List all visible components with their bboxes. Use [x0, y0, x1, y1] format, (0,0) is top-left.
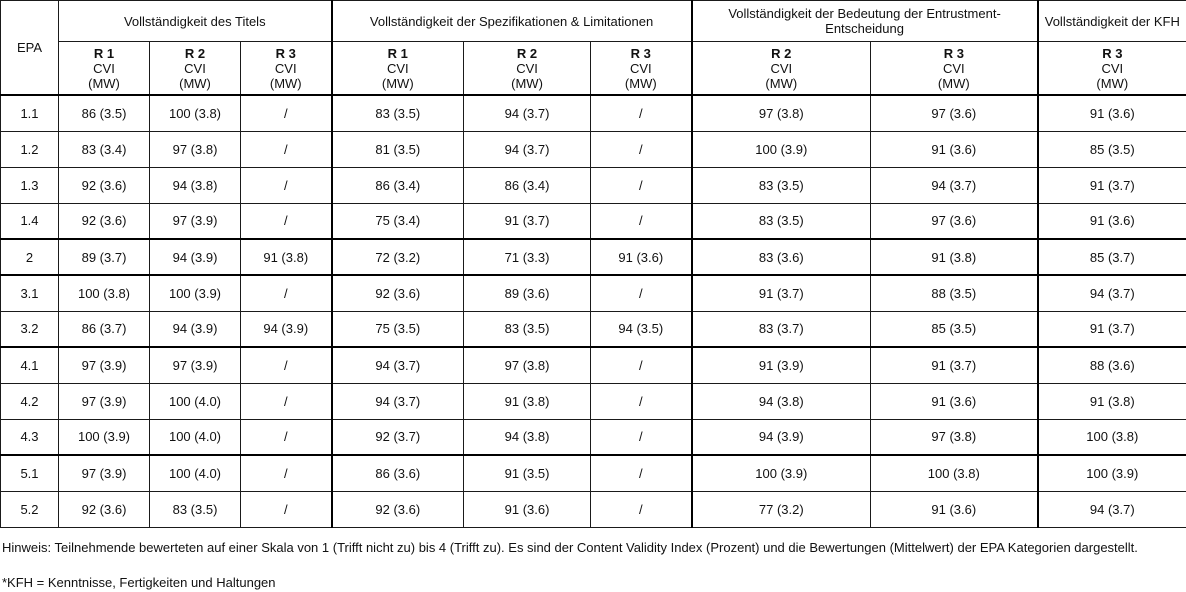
- subheader-cvi: CVI: [184, 60, 206, 76]
- value-cell: 86 (3.4): [464, 167, 591, 203]
- value-cell: 97 (3.6): [871, 203, 1038, 239]
- value-cell: 92 (3.6): [59, 491, 150, 527]
- value-cell: 92 (3.6): [59, 203, 150, 239]
- epa-cell: 4.1: [1, 347, 59, 383]
- value-cell: 85 (3.5): [1038, 131, 1186, 167]
- table-row: [1, 167, 1186, 203]
- value-cell: 97 (3.9): [150, 347, 241, 383]
- value-cell: /: [591, 347, 692, 383]
- subheader-cell: [871, 42, 1038, 96]
- value-cell: 97 (3.9): [59, 455, 150, 491]
- value-cell: 86 (3.4): [332, 167, 464, 203]
- value-cell: 94 (3.8): [692, 383, 871, 419]
- value-cell: 88 (3.6): [1038, 347, 1186, 383]
- value-cell: 91 (3.7): [1038, 311, 1186, 347]
- value-cell: /: [591, 95, 692, 131]
- subheader-cell: [692, 42, 871, 96]
- value-cell: 88 (3.5): [871, 275, 1038, 311]
- value-cell: 91 (3.6): [1038, 95, 1186, 131]
- value-cell: 100 (4.0): [150, 455, 241, 491]
- group-header-spezifikationen: Vollständigkeit der Spezifikationen & Limitationen: [332, 1, 692, 42]
- value-cell: 100 (3.8): [871, 455, 1038, 491]
- value-cell: 94 (3.7): [1038, 491, 1186, 527]
- group-header-titel: Vollständigkeit des Titels: [59, 1, 332, 42]
- value-cell: 83 (3.4): [59, 131, 150, 167]
- value-cell: 97 (3.9): [150, 203, 241, 239]
- value-cell: 94 (3.7): [464, 95, 591, 131]
- value-cell: 100 (3.8): [1038, 419, 1186, 455]
- value-cell: /: [241, 167, 332, 203]
- table-row: [1, 275, 1186, 311]
- value-cell: 75 (3.5): [332, 311, 464, 347]
- value-cell: 94 (3.7): [332, 383, 464, 419]
- table-row: [1, 347, 1186, 383]
- epa-cell: 4.2: [1, 383, 59, 419]
- value-cell: 83 (3.5): [692, 167, 871, 203]
- value-cell: 91 (3.7): [871, 347, 1038, 383]
- value-cell: 91 (3.6): [591, 239, 692, 275]
- value-cell: 100 (4.0): [150, 383, 241, 419]
- note-hinweis: Hinweis: Teilnehmende bewerteten auf einer Skala von 1 (Trifft nicht zu) bis 4 (Trifft zu). Es sind der Content Validity Index (Prozent) und die Bewertungen (Mittelwert) der EPA Kategorien dargestellt.: [2, 540, 1138, 555]
- value-cell: /: [591, 455, 692, 491]
- epa-header: EPA: [1, 1, 59, 96]
- value-cell: /: [241, 419, 332, 455]
- value-cell: 92 (3.6): [59, 167, 150, 203]
- subheader-cvi: CVI: [386, 60, 409, 76]
- value-cell: 97 (3.6): [871, 95, 1038, 131]
- value-cell: 83 (3.6): [692, 239, 871, 275]
- table-row: [1, 311, 1186, 347]
- value-cell: 81 (3.5): [332, 131, 464, 167]
- value-cell: 83 (3.5): [464, 311, 591, 347]
- epa-cell: 5.1: [1, 455, 59, 491]
- value-cell: 77 (3.2): [692, 491, 871, 527]
- epa-cell: 4.3: [1, 419, 59, 455]
- value-cell: 100 (3.8): [59, 275, 150, 311]
- value-cell: 89 (3.7): [59, 239, 150, 275]
- table-row: [1, 383, 1186, 419]
- value-cell: 100 (3.9): [692, 131, 871, 167]
- subheader-cell: [591, 42, 692, 96]
- value-cell: 86 (3.5): [59, 95, 150, 131]
- value-cell: 72 (3.2): [332, 239, 464, 275]
- value-cell: 94 (3.9): [150, 311, 241, 347]
- value-cell: 91 (3.5): [464, 455, 591, 491]
- value-cell: 91 (3.6): [464, 491, 591, 527]
- subheader-mw: (MW): [269, 75, 302, 91]
- value-cell: 86 (3.6): [332, 455, 464, 491]
- subheader-cvi: CVI: [274, 60, 297, 76]
- subheader-cvi: CVI: [93, 60, 115, 76]
- value-cell: 97 (3.8): [692, 95, 871, 131]
- value-cell: 100 (4.0): [150, 419, 241, 455]
- epa-cell: 3.1: [1, 275, 59, 311]
- value-cell: 75 (3.4): [332, 203, 464, 239]
- value-cell: 91 (3.9): [692, 347, 871, 383]
- value-cell: 91 (3.6): [1038, 203, 1186, 239]
- epa-cell: 1.3: [1, 167, 59, 203]
- value-cell: 83 (3.7): [692, 311, 871, 347]
- value-cell: 89 (3.6): [464, 275, 591, 311]
- subheader-cell: [241, 42, 332, 96]
- value-cell: 91 (3.8): [241, 239, 332, 275]
- subheader-mw: (MW): [1096, 75, 1129, 91]
- subheader-cell: [1038, 42, 1186, 96]
- value-cell: /: [591, 203, 692, 239]
- value-cell: 91 (3.6): [871, 131, 1038, 167]
- value-cell: 100 (3.8): [150, 95, 241, 131]
- subheader-r: R 3: [1102, 45, 1123, 61]
- table-row: [1, 131, 1186, 167]
- value-cell: 94 (3.8): [464, 419, 591, 455]
- value-cell: /: [241, 203, 332, 239]
- value-cell: /: [241, 491, 332, 527]
- value-cell: 94 (3.7): [464, 131, 591, 167]
- value-cell: /: [241, 347, 332, 383]
- value-cell: /: [591, 167, 692, 203]
- value-cell: 94 (3.5): [591, 311, 692, 347]
- value-cell: /: [241, 275, 332, 311]
- table-row: [1, 203, 1186, 239]
- value-cell: /: [241, 383, 332, 419]
- value-cell: 91 (3.8): [1038, 383, 1186, 419]
- value-cell: /: [591, 275, 692, 311]
- subheader-cvi: CVI: [942, 60, 965, 76]
- epa-cell: 5.2: [1, 491, 59, 527]
- subheader-r: R 1: [93, 45, 115, 61]
- subheader-cell: [59, 42, 150, 96]
- value-cell: 85 (3.5): [871, 311, 1038, 347]
- epa-cell: 2: [1, 239, 59, 275]
- value-cell: 94 (3.7): [1038, 275, 1186, 311]
- value-cell: 91 (3.7): [464, 203, 591, 239]
- subheader-mw: (MW): [937, 75, 970, 91]
- note-kfh: *KFH = Kenntnisse, Fertigkeiten und Haltungen: [2, 575, 276, 590]
- subheader-r: R 3: [275, 45, 296, 61]
- group-header-kfh: Vollständigkeit der KFH: [1038, 1, 1186, 42]
- value-cell: 91 (3.7): [1038, 167, 1186, 203]
- subheader-r: R 2: [516, 45, 538, 61]
- value-cell: /: [241, 455, 332, 491]
- value-cell: 85 (3.7): [1038, 239, 1186, 275]
- value-cell: 94 (3.9): [241, 311, 332, 347]
- subheader-cell: [464, 42, 591, 96]
- subheader-mw: (MW): [624, 75, 657, 91]
- value-cell: 94 (3.7): [871, 167, 1038, 203]
- subheader-r: R 2: [771, 45, 792, 61]
- value-cell: 83 (3.5): [150, 491, 241, 527]
- value-cell: /: [591, 383, 692, 419]
- table-row: [1, 419, 1186, 455]
- epa-cell: 1.1: [1, 95, 59, 131]
- value-cell: 100 (3.9): [150, 275, 241, 311]
- table-row: [1, 491, 1186, 527]
- subheader-cell: [332, 42, 464, 96]
- epa-cell: 3.2: [1, 311, 59, 347]
- value-cell: 94 (3.9): [692, 419, 871, 455]
- value-cell: 71 (3.3): [464, 239, 591, 275]
- value-cell: 97 (3.9): [59, 383, 150, 419]
- value-cell: 92 (3.6): [332, 491, 464, 527]
- value-cell: /: [241, 95, 332, 131]
- value-cell: 97 (3.8): [464, 347, 591, 383]
- value-cell: 97 (3.8): [871, 419, 1038, 455]
- value-cell: 100 (3.9): [1038, 455, 1186, 491]
- subheader-cell: [150, 42, 241, 96]
- value-cell: 91 (3.8): [464, 383, 591, 419]
- value-cell: 83 (3.5): [332, 95, 464, 131]
- value-cell: 91 (3.8): [871, 239, 1038, 275]
- value-cell: /: [591, 131, 692, 167]
- value-cell: /: [591, 491, 692, 527]
- value-cell: 94 (3.8): [150, 167, 241, 203]
- subheader-mw: (MW): [765, 75, 798, 91]
- subheader-r: R 3: [943, 45, 964, 61]
- value-cell: 91 (3.6): [871, 383, 1038, 419]
- value-cell: 94 (3.7): [332, 347, 464, 383]
- value-cell: 86 (3.7): [59, 311, 150, 347]
- value-cell: 100 (3.9): [59, 419, 150, 455]
- subheader-mw: (MW): [511, 75, 543, 91]
- value-cell: 97 (3.9): [59, 347, 150, 383]
- value-cell: /: [241, 131, 332, 167]
- table-row: [1, 455, 1186, 491]
- subheader-r: R 1: [387, 45, 408, 61]
- table-row: [1, 239, 1186, 275]
- value-cell: 100 (3.9): [692, 455, 871, 491]
- subheader-r: R 2: [184, 45, 206, 61]
- table-row: [1, 95, 1186, 131]
- group-header-entrustment: Vollständigkeit der Bedeutung der Entrustment-Entscheidung: [692, 1, 1038, 42]
- subheader-mw: (MW): [381, 75, 414, 91]
- value-cell: 92 (3.6): [332, 275, 464, 311]
- value-cell: 92 (3.7): [332, 419, 464, 455]
- epa-cell: 1.2: [1, 131, 59, 167]
- value-cell: 94 (3.9): [150, 239, 241, 275]
- subheader-cvi: CVI: [770, 60, 793, 76]
- subheader-r: R 3: [630, 45, 651, 61]
- subheader-cvi: CVI: [629, 60, 652, 76]
- subheader-cvi: CVI: [1101, 60, 1124, 76]
- value-cell: 97 (3.8): [150, 131, 241, 167]
- value-cell: /: [591, 419, 692, 455]
- subheader-mw: (MW): [88, 75, 120, 91]
- value-cell: 83 (3.5): [692, 203, 871, 239]
- subheader-mw: (MW): [179, 75, 211, 91]
- epa-cell: 1.4: [1, 203, 59, 239]
- subheader-cvi: CVI: [516, 60, 538, 76]
- value-cell: 91 (3.6): [871, 491, 1038, 527]
- value-cell: 91 (3.7): [692, 275, 871, 311]
